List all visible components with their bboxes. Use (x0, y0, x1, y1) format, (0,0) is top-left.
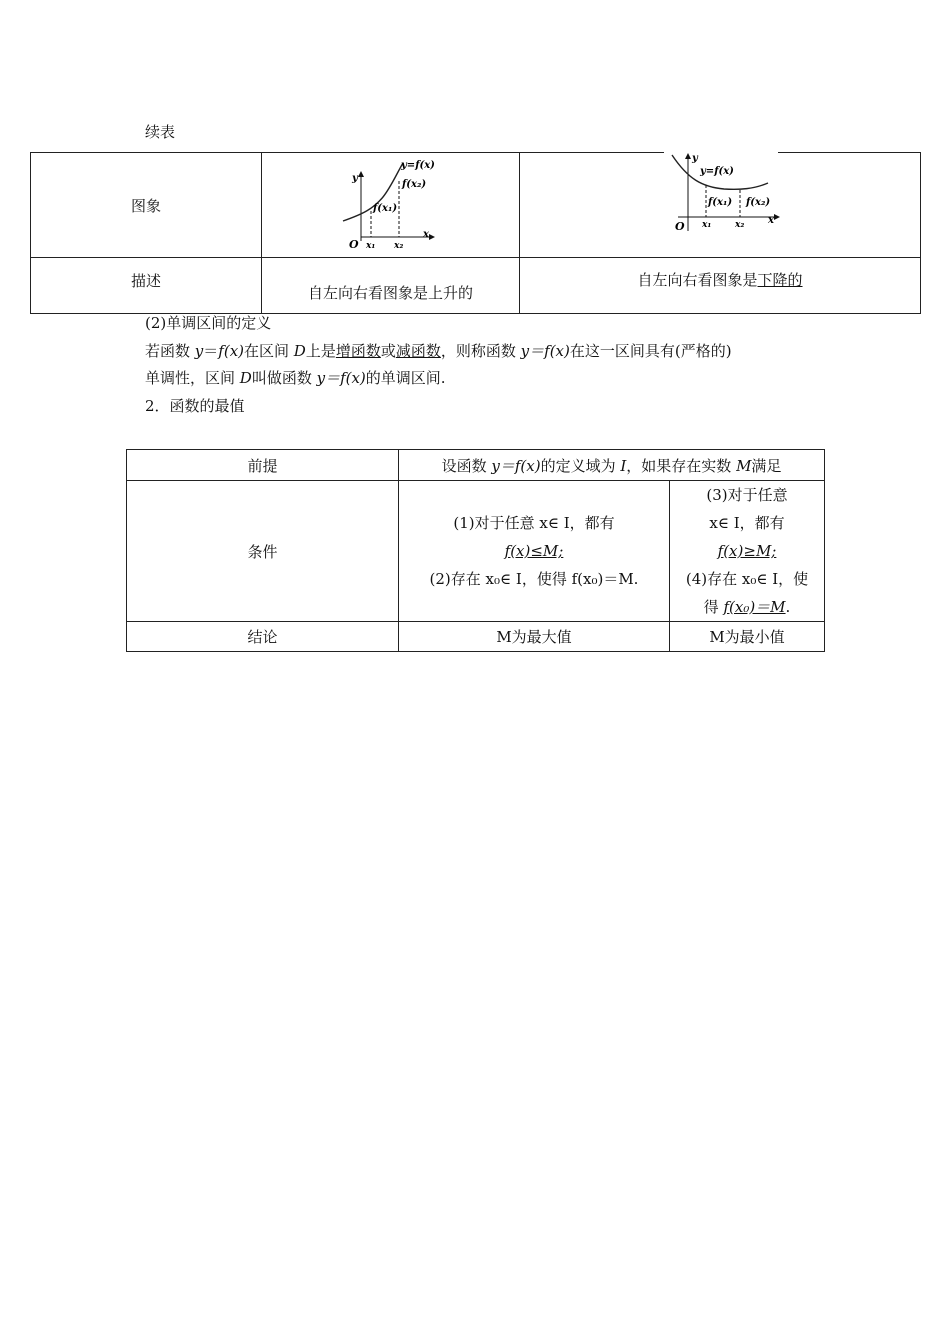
dec-curve-label: y=f(x) (700, 166, 734, 177)
cond-min-1: (3)对于任意 (706, 486, 788, 504)
cond-max-1: (1)对于任意 x∈ I，都有 (453, 514, 615, 532)
desc-row-label: 描述 (31, 258, 262, 314)
il1-f2: 在这一区间具有(严格的) (569, 342, 732, 360)
dec-x1-label: x₁ (702, 220, 712, 230)
cond-min-2: x∈ I，都有 (709, 514, 785, 532)
il1-D: D (293, 342, 306, 360)
inc-origin-label: O (348, 238, 359, 251)
cond-min-3: f(x)≥M; (717, 542, 777, 560)
premise-fn: y＝f(x) (491, 456, 541, 475)
dec-x-axis-label: x (768, 215, 774, 226)
extremum-table (126, 449, 825, 652)
cond-min-4: (4)存在 x₀∈ I，使 (685, 570, 809, 588)
il2-a: 单调性，区间 (145, 369, 240, 387)
dec-x2-label: x₂ (735, 220, 745, 230)
interval-heading: (2)单调区间的定义 (145, 314, 272, 332)
il1-e: y＝f(x) (520, 342, 570, 360)
decreasing-graph (664, 153, 784, 235)
il2-b: 叫做函数 (251, 369, 317, 387)
inc-x1-label: x₁ (365, 241, 375, 251)
il1-f: f (218, 342, 224, 360)
monotonic-table (30, 152, 921, 314)
conclusion-max: M为最大值 (399, 622, 670, 652)
inc-curve-label: y=f(x) (400, 160, 435, 171)
premise-c: ，如果存在实数 (626, 456, 737, 475)
inc-x-axis-label: x (422, 229, 429, 240)
il2-c: 的单调区间. (365, 369, 446, 387)
cond-min-5-c: . (785, 598, 791, 616)
max-heading: 2．函数的最值 (145, 397, 245, 415)
conclusion-label: 结论 (127, 622, 399, 652)
cond-min-5-b: f(x₀)＝M (723, 598, 786, 616)
il1-increasing: 增函数 (335, 342, 381, 360)
desc-decreasing (520, 258, 921, 314)
cond-min-5-a: 得 (703, 598, 724, 616)
condition-min (670, 481, 825, 622)
dec-y-axis-label: y (692, 153, 698, 164)
premise-label: 前提 (127, 450, 399, 481)
continue-label: 续表 (145, 123, 176, 141)
il1-y: y (194, 342, 204, 360)
inc-x2-label: x₂ (393, 241, 403, 251)
desc-dec-underlined: 下降的 (757, 271, 803, 289)
il2-fn: y＝f(x) (316, 369, 366, 387)
il1-or: 或 (380, 342, 396, 360)
graph-row-label: 图象 (31, 153, 262, 258)
il1-b: 在区间 (244, 342, 294, 360)
dec-fx1-label: f(x₁) (708, 197, 733, 208)
cond-min-5 (670, 593, 824, 621)
conclusion-min: M为最小值 (670, 622, 825, 652)
premise-text (399, 450, 825, 481)
condition-max (399, 481, 670, 622)
inc-fx1-label: f(x₁) (372, 203, 397, 214)
interval-line-1 (145, 341, 732, 361)
cond-max-3: (2)存在 x₀∈ I，使得 f(x₀)＝M. (429, 570, 639, 588)
premise-d: 满足 (751, 456, 782, 475)
interval-line-2 (145, 368, 446, 388)
dec-origin-label: O (675, 220, 685, 233)
premise-M: M (736, 456, 752, 475)
desc-dec-prefix: 自左向右看图象是 (637, 271, 758, 289)
il1-c: 上是 (305, 342, 336, 360)
premise-a: 设函数 (441, 456, 492, 475)
il1-d: ，则称函数 (440, 342, 521, 360)
premise-I: I (620, 456, 627, 475)
condition-label: 条件 (127, 481, 399, 622)
decreasing-graph-cell (520, 153, 921, 258)
il2-D: D (239, 369, 252, 387)
il1-x: (x) (223, 342, 245, 360)
increasing-graph (331, 159, 451, 251)
inc-y-axis-label: y (351, 173, 358, 184)
inc-fx2-label: f(x₂) (401, 179, 426, 190)
premise-b: 的定义域为 (540, 456, 621, 475)
il1-a: 若函数 (145, 342, 195, 360)
increasing-graph-cell (262, 153, 520, 258)
cond-max-2: f(x)≤M; (504, 542, 564, 560)
il1-eq: ＝ (203, 342, 219, 360)
dec-fx2-label: f(x₂) (746, 197, 771, 208)
il1-decreasing: 减函数 (395, 342, 441, 360)
desc-increasing: 自左向右看图象是上升的 (262, 258, 520, 314)
